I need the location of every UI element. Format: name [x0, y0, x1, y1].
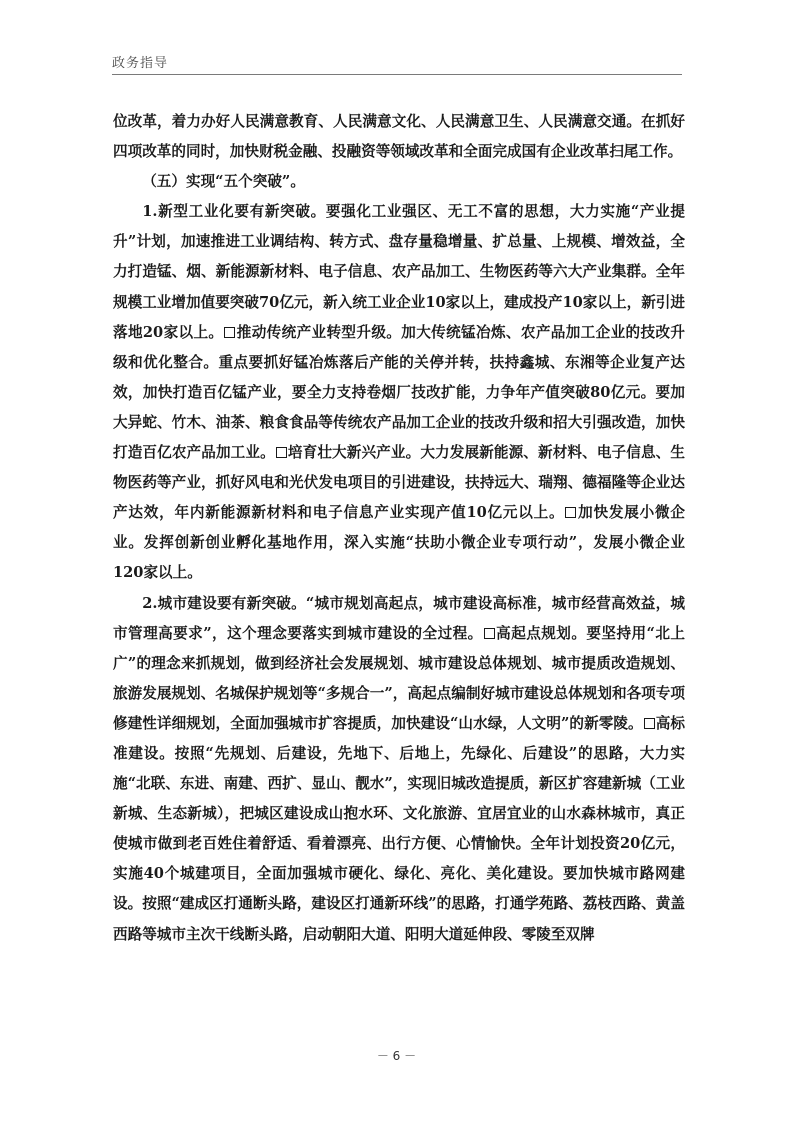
header-title: 政务指导: [112, 56, 169, 71]
paragraph-industrialization: [113, 197, 685, 588]
paragraph-urban-construction: [113, 589, 685, 950]
checkbox-square-icon: [224, 327, 235, 338]
paragraph-intro: 位改革，着力办好人民满意教育、人民满意文化、人民满意卫生、人民满意交通。在抓好四项改革的同时，加快财税金融、投融资等领域改革和全面完成国有企业改革扫尾工作。: [113, 113, 685, 161]
page-number: － 6 －: [376, 1049, 417, 1063]
paragraph-text: 加快发展小微企业。发挥创新创业孵化基地作用，深入实施“扶助小微企业专项行动”，发展小微企业120家以上。: [113, 504, 685, 582]
paragraph-text: 1.新型工业化要有新突破。要强化工业强区、无工不富的思想，大力实施“产业提升”计划，加速推进工业调结构、转方式、盘存量稳增量、扩总量、上规模、增效益，全力打造锰、烟、新能源新材料、电子信息、农产品加工、生物医药等六大产业集群。全年规模工业增加值要突破70亿元，新入统工业企业10家以上，建成投产10家以上，新引进落地20家以上。: [113, 203, 685, 341]
article-body: [113, 107, 685, 950]
running-header: [112, 44, 682, 75]
paragraph-text: 2.城市建设要有新突破。“城市规划高起点，城市建设高标准，城市经营高效益，城市管理高要求”，这个理念要落实到城市建设的全过程。: [113, 594, 685, 642]
paragraph-text: 推动传统产业转型升级。加大传统锰冶炼、农产品加工企业的技改升级和优化整合。重点要抓好锰冶炼落后产能的关停并转，扶持鑫城、东湘等企业复产达效，加快打造百亿锰产业，要全力支持卷烟厂技改扩能，力争年产值突破80亿元。要加大异蛇、竹木、油茶、粮食食品等传统农产品加工企业的技改升级和招大引强改造，加快打造百亿农产品加工业。: [113, 323, 685, 462]
paragraph-text: 高标准建设。按照“先规划、后建设，先地下、后地上，先绿化、后建设”的思路，大力实施“北联、东进、南建、西扩、显山、靓水”，实现旧城改造提质，新区扩容建新城（工业新城、生态新城），把城区建设成山抱水环、文化旅游、宜居宜业的山水森林城市，真正使城市做到老百姓住着舒适、看着漂亮、出行方便、心情愉快。全年计划投资20亿元，实施40个城建项目，全面加强城市硬化、绿化、亮化、美化建设。要加快城市路网建设。按照“建成区打通断头路，建设区打通新环线”的思路，打通学苑路、荔枝西路、黄盖西路等城市主次干线断头路，启动朝阳大道、阳明大道延伸段、零陵至双牌: [113, 714, 685, 943]
section-heading: （五）实现“五个突破”。: [142, 173, 305, 191]
checkbox-square-icon: [276, 447, 287, 458]
checkbox-square-icon: [484, 628, 495, 639]
checkbox-square-icon: [644, 718, 655, 729]
checkbox-square-icon: [565, 507, 576, 518]
paragraph-text: 高起点规划。要坚持用“北上广”的理念来抓规划，做到经济社会发展规划、城市建设总体规划、城市提质改造规划、旅游发展规划、名城保护规划等“多规合一”，高起点编制好城市建设总体规划和各项专项修建性详细规划，全面加强城市扩容提质，加快建设“山水绿，人文明”的新零陵。: [113, 624, 685, 732]
paragraph-text: 培育壮大新兴产业。大力发展新能源、新材料、电子信息、生物医药等产业，抓好风电和光伏发电项目的引进建设，扶持远大、瑞翔、德福隆等企业达产达效，年内新能源新材料和电子信息产业实现产值10亿元以上。: [113, 444, 685, 522]
